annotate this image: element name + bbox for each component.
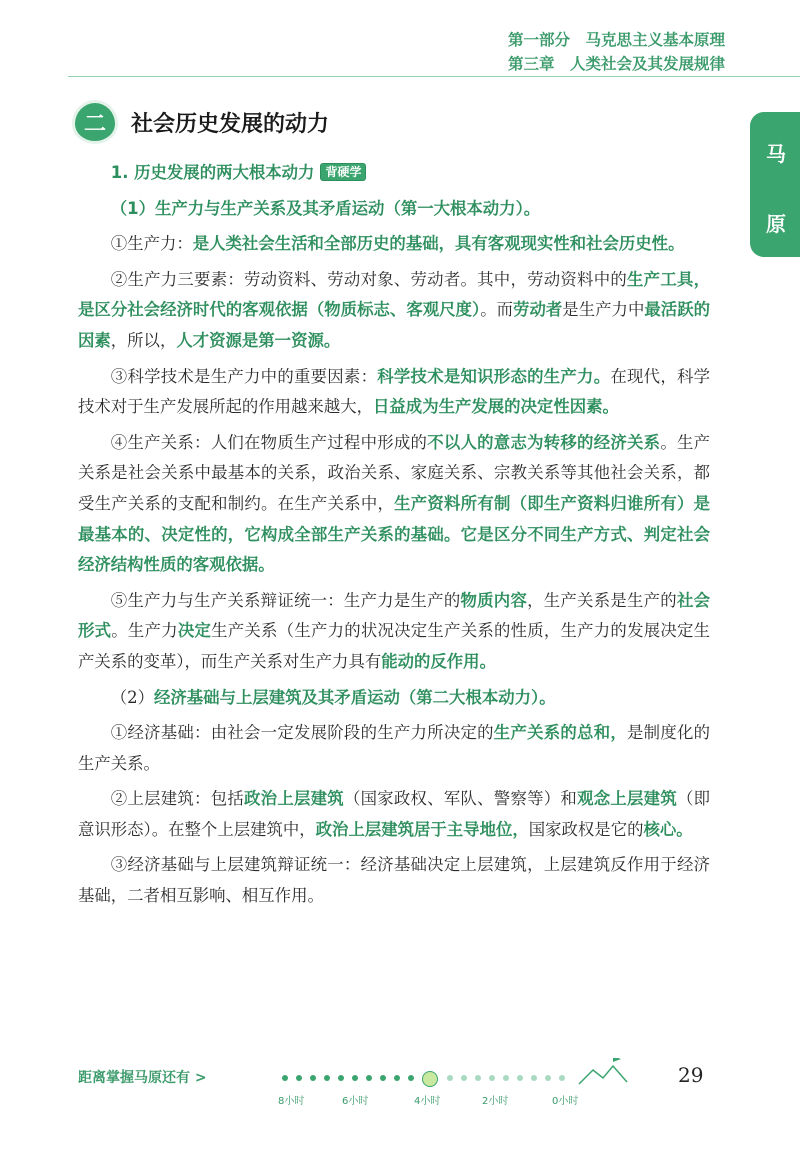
tick-label: 4小时	[414, 1096, 441, 1107]
timeline-dot	[380, 1075, 386, 1081]
tick-label: 0小时	[552, 1096, 579, 1107]
p7-text-g: 国家政权是它的	[528, 819, 644, 839]
paragraph-relations-of-production	[78, 428, 710, 581]
header-chapter: 第三章 人类社会及其发展规律	[507, 55, 725, 73]
p1-lead: ①生产力：	[110, 234, 193, 254]
p7-highlight-b: 政治上层建筑	[244, 789, 344, 809]
subheading-1	[111, 158, 710, 189]
mountain-flag-icon	[577, 1058, 637, 1088]
subheading-1-1	[78, 194, 710, 225]
timeline-dot	[366, 1075, 372, 1081]
p6-highlight-b: 生产关系的总和，	[493, 723, 628, 743]
p7-highlight-f: 政治上层建筑居于主导地位，	[315, 819, 529, 839]
p3-text-a: ③科学技术是生产力中的重要因素：	[110, 366, 378, 386]
p4-highlight-d: 生产资料所有制（即生产资料归谁所有）是最基本的、决定性的，它构成全部生产关系的基础。它是区分不同生产方式、判定社会经济结构性质的客观依据。	[78, 493, 711, 575]
p2-highlight-d: 劳动者	[513, 300, 563, 320]
memorize-tag: 背硬学	[320, 163, 366, 181]
timeline-dot	[296, 1075, 302, 1081]
header-part: 第一部分 马克思主义基本原理	[507, 31, 725, 49]
timeline-dot	[475, 1075, 481, 1081]
p4-highlight-b: 不以人的意志为转移的经济关系	[427, 432, 661, 452]
p5-text-e: 。生产力	[111, 621, 178, 641]
header-divider	[68, 76, 800, 77]
paragraph-superstructure	[78, 784, 710, 845]
paragraph-three-elements	[78, 265, 710, 357]
timeline-dot	[338, 1075, 344, 1081]
p2-text-e: 是生产力中	[562, 300, 645, 320]
p3-highlight-d: 日益成为生产发展的决定性因素。	[373, 397, 619, 417]
current-position-marker	[422, 1071, 438, 1087]
timeline-dot	[461, 1075, 467, 1081]
p5-text-a: ⑤生产力与生产关系辩证统一：生产力是生产的	[110, 590, 461, 610]
timeline-dot	[559, 1075, 565, 1081]
side-tab-char-1: 马	[766, 142, 786, 166]
p7-text-a: ②上层建筑：包括	[110, 789, 245, 809]
paragraph-productive-forces	[78, 229, 710, 260]
paragraph-dialectical-unity-1	[78, 586, 710, 678]
page-number: 29	[678, 1063, 704, 1087]
tick-label: 8小时	[278, 1096, 305, 1107]
p6-text-a: ①经济基础：由社会一定发展阶段的生产力所决定的	[110, 723, 494, 743]
timeline-dot	[489, 1075, 495, 1081]
p3-highlight-b: 科学技术是知识形态的生产力。	[377, 366, 611, 386]
subheading-1-text: 1. 历史发展的两大根本动力	[110, 163, 315, 182]
section-title: 社会历史发展的动力	[131, 111, 330, 137]
timeline-dot	[517, 1075, 523, 1081]
subheading-1-2-num: （2）	[110, 687, 155, 707]
p4-text-a: ④生产关系：人们在物质生产过程中形成的	[110, 432, 428, 452]
p3-text-c: 在现代，科学技术对于生产发展所起的作用越来越大，	[78, 366, 711, 417]
p5-highlight-f: 决定	[177, 621, 212, 641]
p7-text-e: （即意识形态）。在整个上层建筑中，	[78, 789, 711, 839]
p5-highlight-d: 社会形式	[78, 590, 711, 641]
subheading-1-2-text: 经济基础与上层建筑及其矛盾运动（第二大根本动力）。	[154, 687, 556, 707]
p6-text-c: 是制度化的生产关系。	[78, 723, 711, 773]
timeline-dot	[282, 1075, 288, 1081]
paragraph-dialectical-unity-2	[78, 850, 710, 911]
timeline-dot	[352, 1075, 358, 1081]
progress-label: 距离掌握马原还有 >	[78, 1070, 207, 1086]
subheading-1-2	[78, 683, 710, 714]
p2-highlight-b: 生产工具，是区分社会经济时代的客观依据（物质标志、客观尺度）	[78, 269, 711, 320]
tick-label: 6小时	[342, 1096, 369, 1107]
p7-highlight-h: 核心。	[643, 819, 693, 839]
p7-text-c: （国家政权、军队、警察等）和	[343, 789, 578, 809]
p2-text-a: ②生产力三要素：劳动资料、劳动对象、劳动者。其中，劳动资料中的	[110, 269, 628, 289]
section-heading	[75, 100, 329, 144]
running-header	[508, 28, 725, 76]
timeline-dot	[324, 1075, 330, 1081]
timeline-dot	[531, 1075, 537, 1081]
p5-text-g: 生产关系（生产力的状况决定生产关系的性质，生产力的发展决定生产关系的变革），而生产关系对生产力具有	[78, 621, 711, 671]
section-number-badge: 二	[75, 103, 115, 141]
study-progress-timeline	[278, 1068, 642, 1108]
p8-text: ③经济基础与上层建筑辩证统一：经济基础决定上层建筑，上层建筑反作用于经济基础，二者相互影响、相互作用。	[78, 855, 710, 906]
p7-highlight-d: 观念上层建筑	[577, 789, 677, 809]
tick-label: 2小时	[482, 1096, 509, 1107]
p5-highlight-b: 物质内容	[460, 590, 528, 610]
paragraph-economic-base	[78, 718, 710, 779]
subheading-1-1-text: （1）生产力与生产关系及其矛盾运动（第一大根本动力）。	[110, 198, 541, 218]
p2-highlight-h: 人才资源是第一资源。	[176, 330, 341, 350]
p5-highlight-h: 能动的反作用。	[381, 651, 496, 671]
paragraph-science-tech	[78, 362, 710, 423]
p1-highlight: 是人类社会生活和全部历史的基础，具有客观现实性和社会历史性。	[192, 234, 685, 254]
timeline-dot	[394, 1075, 400, 1081]
timeline-dot	[545, 1075, 551, 1081]
p2-text-c: 。而	[480, 300, 514, 320]
p5-text-c: ，生产关系是生产的	[527, 590, 677, 610]
p2-text-g: ，所以，	[110, 330, 177, 350]
p2-highlight-f: 最活跃的因素	[78, 300, 711, 350]
timeline-dot	[447, 1075, 453, 1081]
timeline-dot	[408, 1075, 414, 1081]
side-tab-char-2: 原	[766, 212, 786, 236]
side-thumb-tab	[750, 112, 800, 257]
timeline-dot	[310, 1075, 316, 1081]
body-text	[78, 158, 710, 917]
p4-text-c: 。生产关系是社会关系中最基本的关系，政治关系、家庭关系、宗教关系等其他社会关系，都受生产关系的支配和制约。在生产关系中，	[78, 432, 711, 513]
timeline-dot	[503, 1075, 509, 1081]
